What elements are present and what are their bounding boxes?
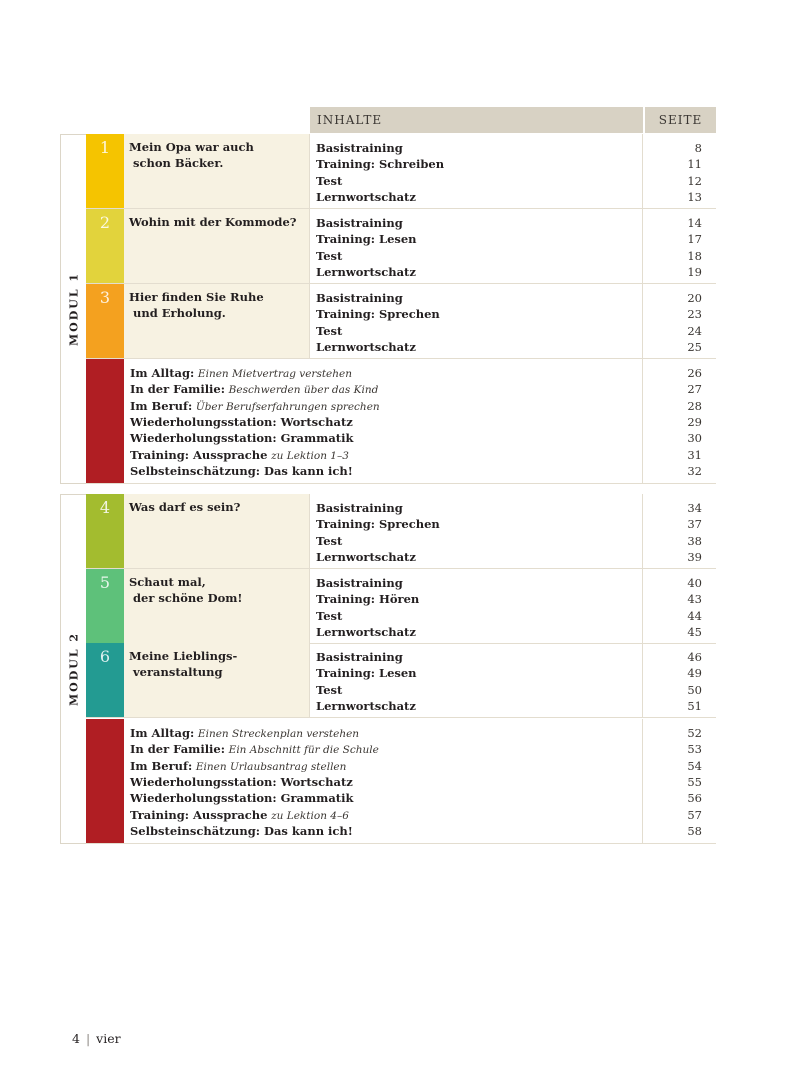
summary-item-title: Im Beruf: bbox=[130, 398, 193, 413]
summary-item bbox=[130, 398, 380, 415]
contents-item: Test bbox=[316, 173, 343, 188]
module-2-label: MODUL 2 bbox=[67, 631, 80, 707]
summary-item bbox=[130, 447, 349, 464]
lesson-pages bbox=[645, 643, 716, 717]
contents-item: Basistraining bbox=[316, 141, 403, 155]
summary-item-subtitle: Über Berufserfahrungen sprechen bbox=[195, 400, 380, 413]
summary-item bbox=[130, 758, 346, 775]
summary-item-subtitle: zu Lektion 1–3 bbox=[271, 449, 349, 462]
summary-item-title: Training: Aussprache bbox=[130, 807, 268, 822]
page-number-cell: 37 bbox=[687, 517, 702, 532]
summary-item bbox=[130, 725, 359, 742]
summary-color-stripe bbox=[86, 719, 124, 843]
page-number-cell: 13 bbox=[687, 189, 702, 204]
contents-item: Lernwortschatz bbox=[316, 339, 416, 354]
page-number-cell: 40 bbox=[687, 576, 702, 590]
contents-item: Training: Lesen bbox=[316, 666, 417, 681]
contents-item: Test bbox=[316, 533, 343, 548]
contents-item: Basistraining bbox=[316, 576, 403, 590]
lesson-pages bbox=[645, 209, 716, 283]
contents-item: Lernwortschatz bbox=[316, 624, 416, 639]
contents-item: Test bbox=[316, 248, 343, 263]
page-number-cell: 58 bbox=[687, 823, 702, 838]
summary-item bbox=[130, 414, 353, 430]
page-number-cell: 54 bbox=[687, 758, 702, 773]
contents-item: Training: Sprechen bbox=[316, 307, 440, 322]
page-number-cell: 49 bbox=[687, 666, 702, 681]
page-number-cell: 44 bbox=[687, 608, 702, 623]
contents-item: Basistraining bbox=[316, 501, 403, 515]
page-word: vier bbox=[96, 1031, 121, 1046]
summary-item-subtitle: Einen Urlaubsantrag stellen bbox=[195, 760, 347, 773]
lesson-title: Meine Lieblings- veranstaltung bbox=[129, 649, 238, 679]
lesson-number: 6 bbox=[99, 647, 111, 666]
page-number-cell: 27 bbox=[687, 382, 702, 397]
summary-pages bbox=[645, 719, 716, 843]
page-number-cell: 57 bbox=[687, 807, 702, 822]
summary-item bbox=[130, 430, 353, 446]
page-number-cell: 25 bbox=[687, 339, 702, 354]
lesson-contents bbox=[310, 494, 643, 568]
lesson-title-cell bbox=[124, 284, 310, 358]
page-number-cell: 17 bbox=[687, 232, 702, 247]
summary-item-subtitle: Einen Streckenplan verstehen bbox=[197, 728, 360, 740]
contents-item: Lernwortschatz bbox=[316, 549, 416, 564]
lesson-number: 5 bbox=[99, 573, 111, 592]
page-number-cell: 14 bbox=[687, 216, 702, 230]
lesson-block bbox=[86, 569, 716, 644]
lesson-block bbox=[86, 134, 716, 209]
lesson-contents bbox=[310, 569, 643, 643]
lesson-contents bbox=[310, 134, 643, 208]
summary-item-subtitle: Einen Mietvertrag verstehen bbox=[197, 368, 353, 380]
page-number-cell: 24 bbox=[687, 323, 702, 338]
page-number-cell: 50 bbox=[687, 682, 702, 697]
lesson-title-cell bbox=[124, 134, 310, 208]
lesson-block bbox=[86, 643, 716, 718]
summary-pages bbox=[645, 359, 716, 483]
footer-separator: | bbox=[85, 1031, 91, 1046]
page-number-cell: 43 bbox=[687, 592, 702, 607]
summary-contents bbox=[124, 719, 643, 843]
lesson-block bbox=[86, 209, 716, 284]
summary-item bbox=[130, 790, 353, 806]
contents-column-header: INHALTE bbox=[310, 107, 643, 133]
lesson-title: Hier finden Sie Ruhe und Erholung. bbox=[129, 290, 264, 320]
page-number-cell: 30 bbox=[687, 431, 702, 446]
lesson-number: 2 bbox=[99, 213, 111, 232]
summary-item-title: Im Beruf: bbox=[130, 758, 193, 773]
contents-item: Lernwortschatz bbox=[316, 264, 416, 279]
page-number-cell: 26 bbox=[687, 366, 702, 380]
contents-item: Training: Lesen bbox=[316, 232, 417, 247]
contents-item: Training: Schreiben bbox=[316, 157, 445, 172]
contents-item: Training: Sprechen bbox=[316, 517, 440, 532]
page-number-cell: 55 bbox=[687, 774, 702, 789]
page-number-cell: 52 bbox=[687, 726, 702, 740]
summary-item bbox=[130, 774, 353, 790]
contents-item: Basistraining bbox=[316, 216, 403, 230]
page-number-cell: 8 bbox=[694, 141, 702, 155]
module-1-label-box bbox=[60, 134, 86, 484]
lesson-contents bbox=[310, 643, 643, 717]
summary-item-title: Wiederholungsstation: Wortschatz bbox=[130, 774, 353, 789]
summary-contents bbox=[124, 359, 643, 483]
summary-item-subtitle: Beschwerden über das Kind bbox=[228, 384, 379, 397]
page-number-cell: 39 bbox=[687, 549, 702, 564]
page-column-header: SEITE bbox=[645, 107, 716, 133]
page-number-cell: 12 bbox=[687, 173, 702, 188]
summary-item-title: Im Alltag: bbox=[130, 726, 195, 740]
page-number-cell: 56 bbox=[687, 791, 702, 806]
module-summary-block bbox=[86, 719, 716, 844]
page-number-cell: 31 bbox=[687, 447, 702, 462]
contents-item: Training: Hören bbox=[316, 592, 420, 607]
lesson-title-cell bbox=[124, 569, 310, 643]
page-number-cell: 11 bbox=[687, 157, 702, 172]
lesson-title-cell bbox=[124, 643, 310, 717]
lesson-pages bbox=[645, 134, 716, 208]
lesson-title-cell bbox=[124, 494, 310, 568]
lesson-block bbox=[86, 494, 716, 569]
page-number-cell: 34 bbox=[687, 501, 702, 515]
summary-item-subtitle: zu Lektion 4–6 bbox=[271, 809, 349, 822]
contents-item: Basistraining bbox=[316, 291, 403, 305]
lesson-title-cell bbox=[124, 209, 310, 283]
lesson-number: 4 bbox=[99, 498, 111, 517]
summary-item bbox=[130, 741, 379, 758]
module-1-label: MODUL 1 bbox=[67, 271, 80, 347]
summary-item bbox=[130, 365, 352, 382]
contents-item: Lernwortschatz bbox=[316, 698, 416, 713]
summary-item-title: Selbsteinschätzung: Das kann ich! bbox=[130, 463, 353, 478]
lesson-block bbox=[86, 284, 716, 359]
page-number-cell: 53 bbox=[687, 742, 702, 757]
summary-item-title: Wiederholungsstation: Grammatik bbox=[130, 431, 354, 446]
lesson-title: Wohin mit der Kommode? bbox=[129, 215, 297, 229]
summary-item-subtitle: Ein Abschnitt für die Schule bbox=[228, 744, 379, 757]
page-number: 4 bbox=[72, 1031, 80, 1046]
page-number-cell: 23 bbox=[687, 307, 702, 322]
summary-item-title: Im Alltag: bbox=[130, 366, 195, 380]
lesson-pages bbox=[645, 569, 716, 643]
lesson-number: 1 bbox=[99, 138, 111, 157]
contents-item: Lernwortschatz bbox=[316, 189, 416, 204]
contents-item: Test bbox=[316, 323, 343, 338]
summary-item-title: Wiederholungsstation: Wortschatz bbox=[130, 414, 353, 429]
page-number-cell: 18 bbox=[687, 248, 702, 263]
lesson-number: 3 bbox=[99, 288, 111, 307]
summary-color-stripe bbox=[86, 359, 124, 483]
contents-item: Test bbox=[316, 608, 343, 623]
page-number-cell: 45 bbox=[687, 624, 702, 639]
module-summary-block bbox=[86, 359, 716, 484]
page-number-cell: 38 bbox=[687, 533, 702, 548]
lesson-title: Schaut mal, der schöne Dom! bbox=[129, 575, 243, 605]
summary-item-title: Training: Aussprache bbox=[130, 447, 268, 462]
module-2-label-box bbox=[60, 494, 86, 844]
lesson-contents bbox=[310, 284, 643, 358]
page-number-cell: 46 bbox=[687, 650, 702, 664]
summary-item bbox=[130, 381, 378, 398]
page-number-cell: 19 bbox=[687, 264, 702, 279]
page-number-cell: 29 bbox=[687, 414, 702, 429]
summary-item-title: In der Familie: bbox=[130, 742, 225, 757]
summary-item bbox=[130, 463, 353, 479]
summary-item-title: Selbsteinschätzung: Das kann ich! bbox=[130, 823, 353, 838]
page-number-cell: 51 bbox=[687, 698, 702, 713]
summary-item bbox=[130, 823, 353, 839]
page-number-cell: 32 bbox=[687, 463, 702, 478]
summary-item-title: Wiederholungsstation: Grammatik bbox=[130, 791, 354, 806]
contents-item: Basistraining bbox=[316, 650, 403, 664]
contents-item: Test bbox=[316, 682, 343, 697]
lesson-title: Was darf es sein? bbox=[129, 500, 241, 514]
page-number-cell: 20 bbox=[687, 291, 702, 305]
lesson-title: Mein Opa war auch schon Bäcker. bbox=[129, 140, 254, 170]
lesson-contents bbox=[310, 209, 643, 283]
lesson-pages bbox=[645, 494, 716, 568]
lesson-pages bbox=[645, 284, 716, 358]
page-number-cell: 28 bbox=[687, 398, 702, 413]
page-footer bbox=[72, 1031, 121, 1046]
summary-item bbox=[130, 807, 349, 824]
summary-item-title: In der Familie: bbox=[130, 382, 225, 397]
